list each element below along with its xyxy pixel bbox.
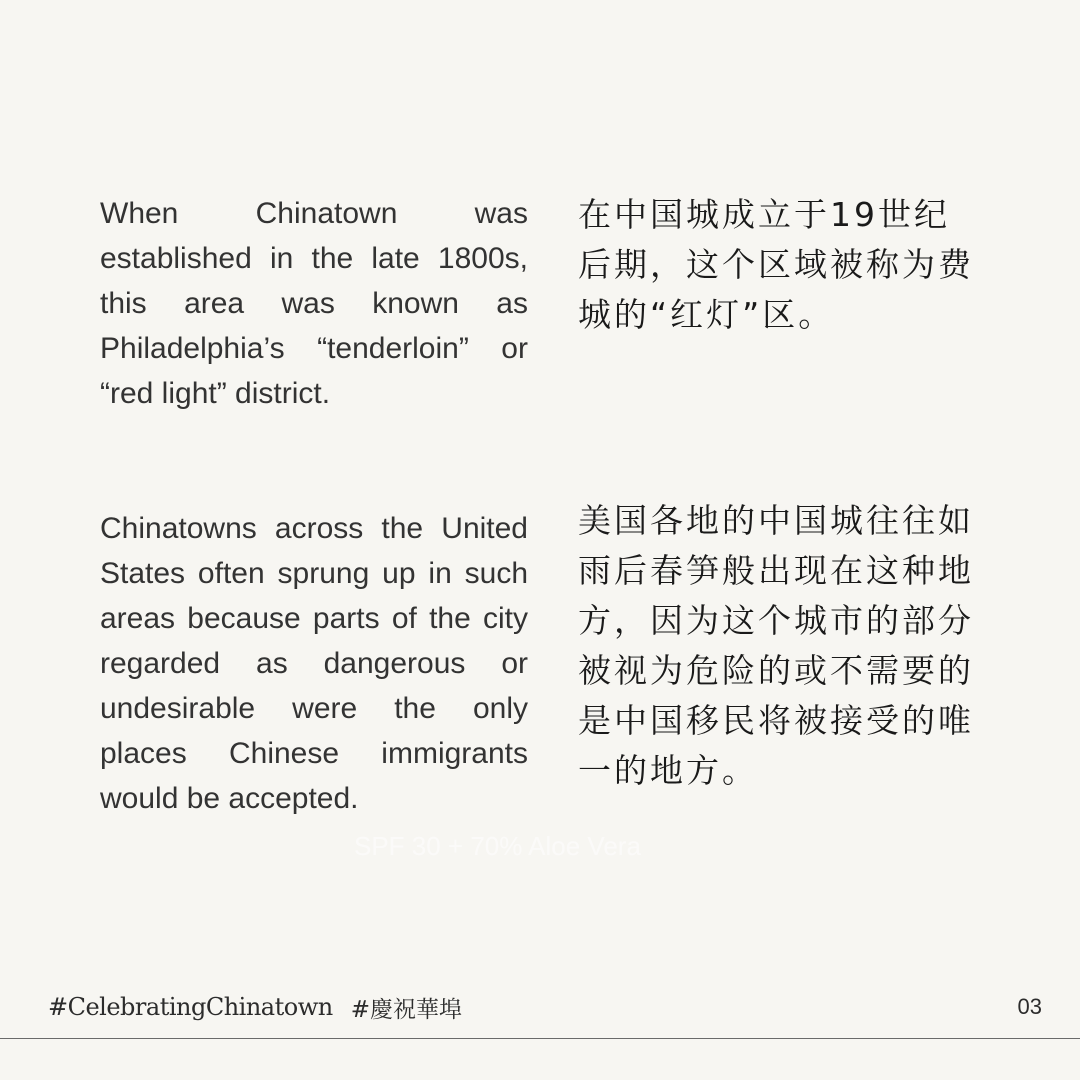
hashtag-chinese: #慶祝華埠 xyxy=(350,996,462,1023)
english-paragraph-2: Chinatowns across the United States often sprung up in such areas because parts of the city regarded as dangerous or undesirable were the only places Chinese immigrants would be accepted. xyxy=(100,512,528,815)
footer-divider xyxy=(0,1038,1080,1039)
chinese-paragraph-2: 美国各地的中国城往往如雨后春笋般出现在这种地方，因为这个城市的部分被视为危险的或不需要的是中国移民将被接受的唯一的地方。 xyxy=(578,501,974,790)
page-number: 03 xyxy=(1017,994,1042,1019)
hashtag-english: #CelebratingChinatown xyxy=(48,993,333,1021)
footer-hashtags xyxy=(48,990,462,1024)
english-paragraph-1: When Chinatown was established in the late 1800s, this area was known as Philadelphia’s “tenderloin” or “red light” district. xyxy=(100,197,528,410)
faint-overlay-text: SPF 30 + 70% Aloe Vera xyxy=(354,831,641,861)
chinese-paragraph-1: 在中国城成立于19世纪后期，这个区域被称为费城的“红灯”区。 xyxy=(578,195,974,334)
